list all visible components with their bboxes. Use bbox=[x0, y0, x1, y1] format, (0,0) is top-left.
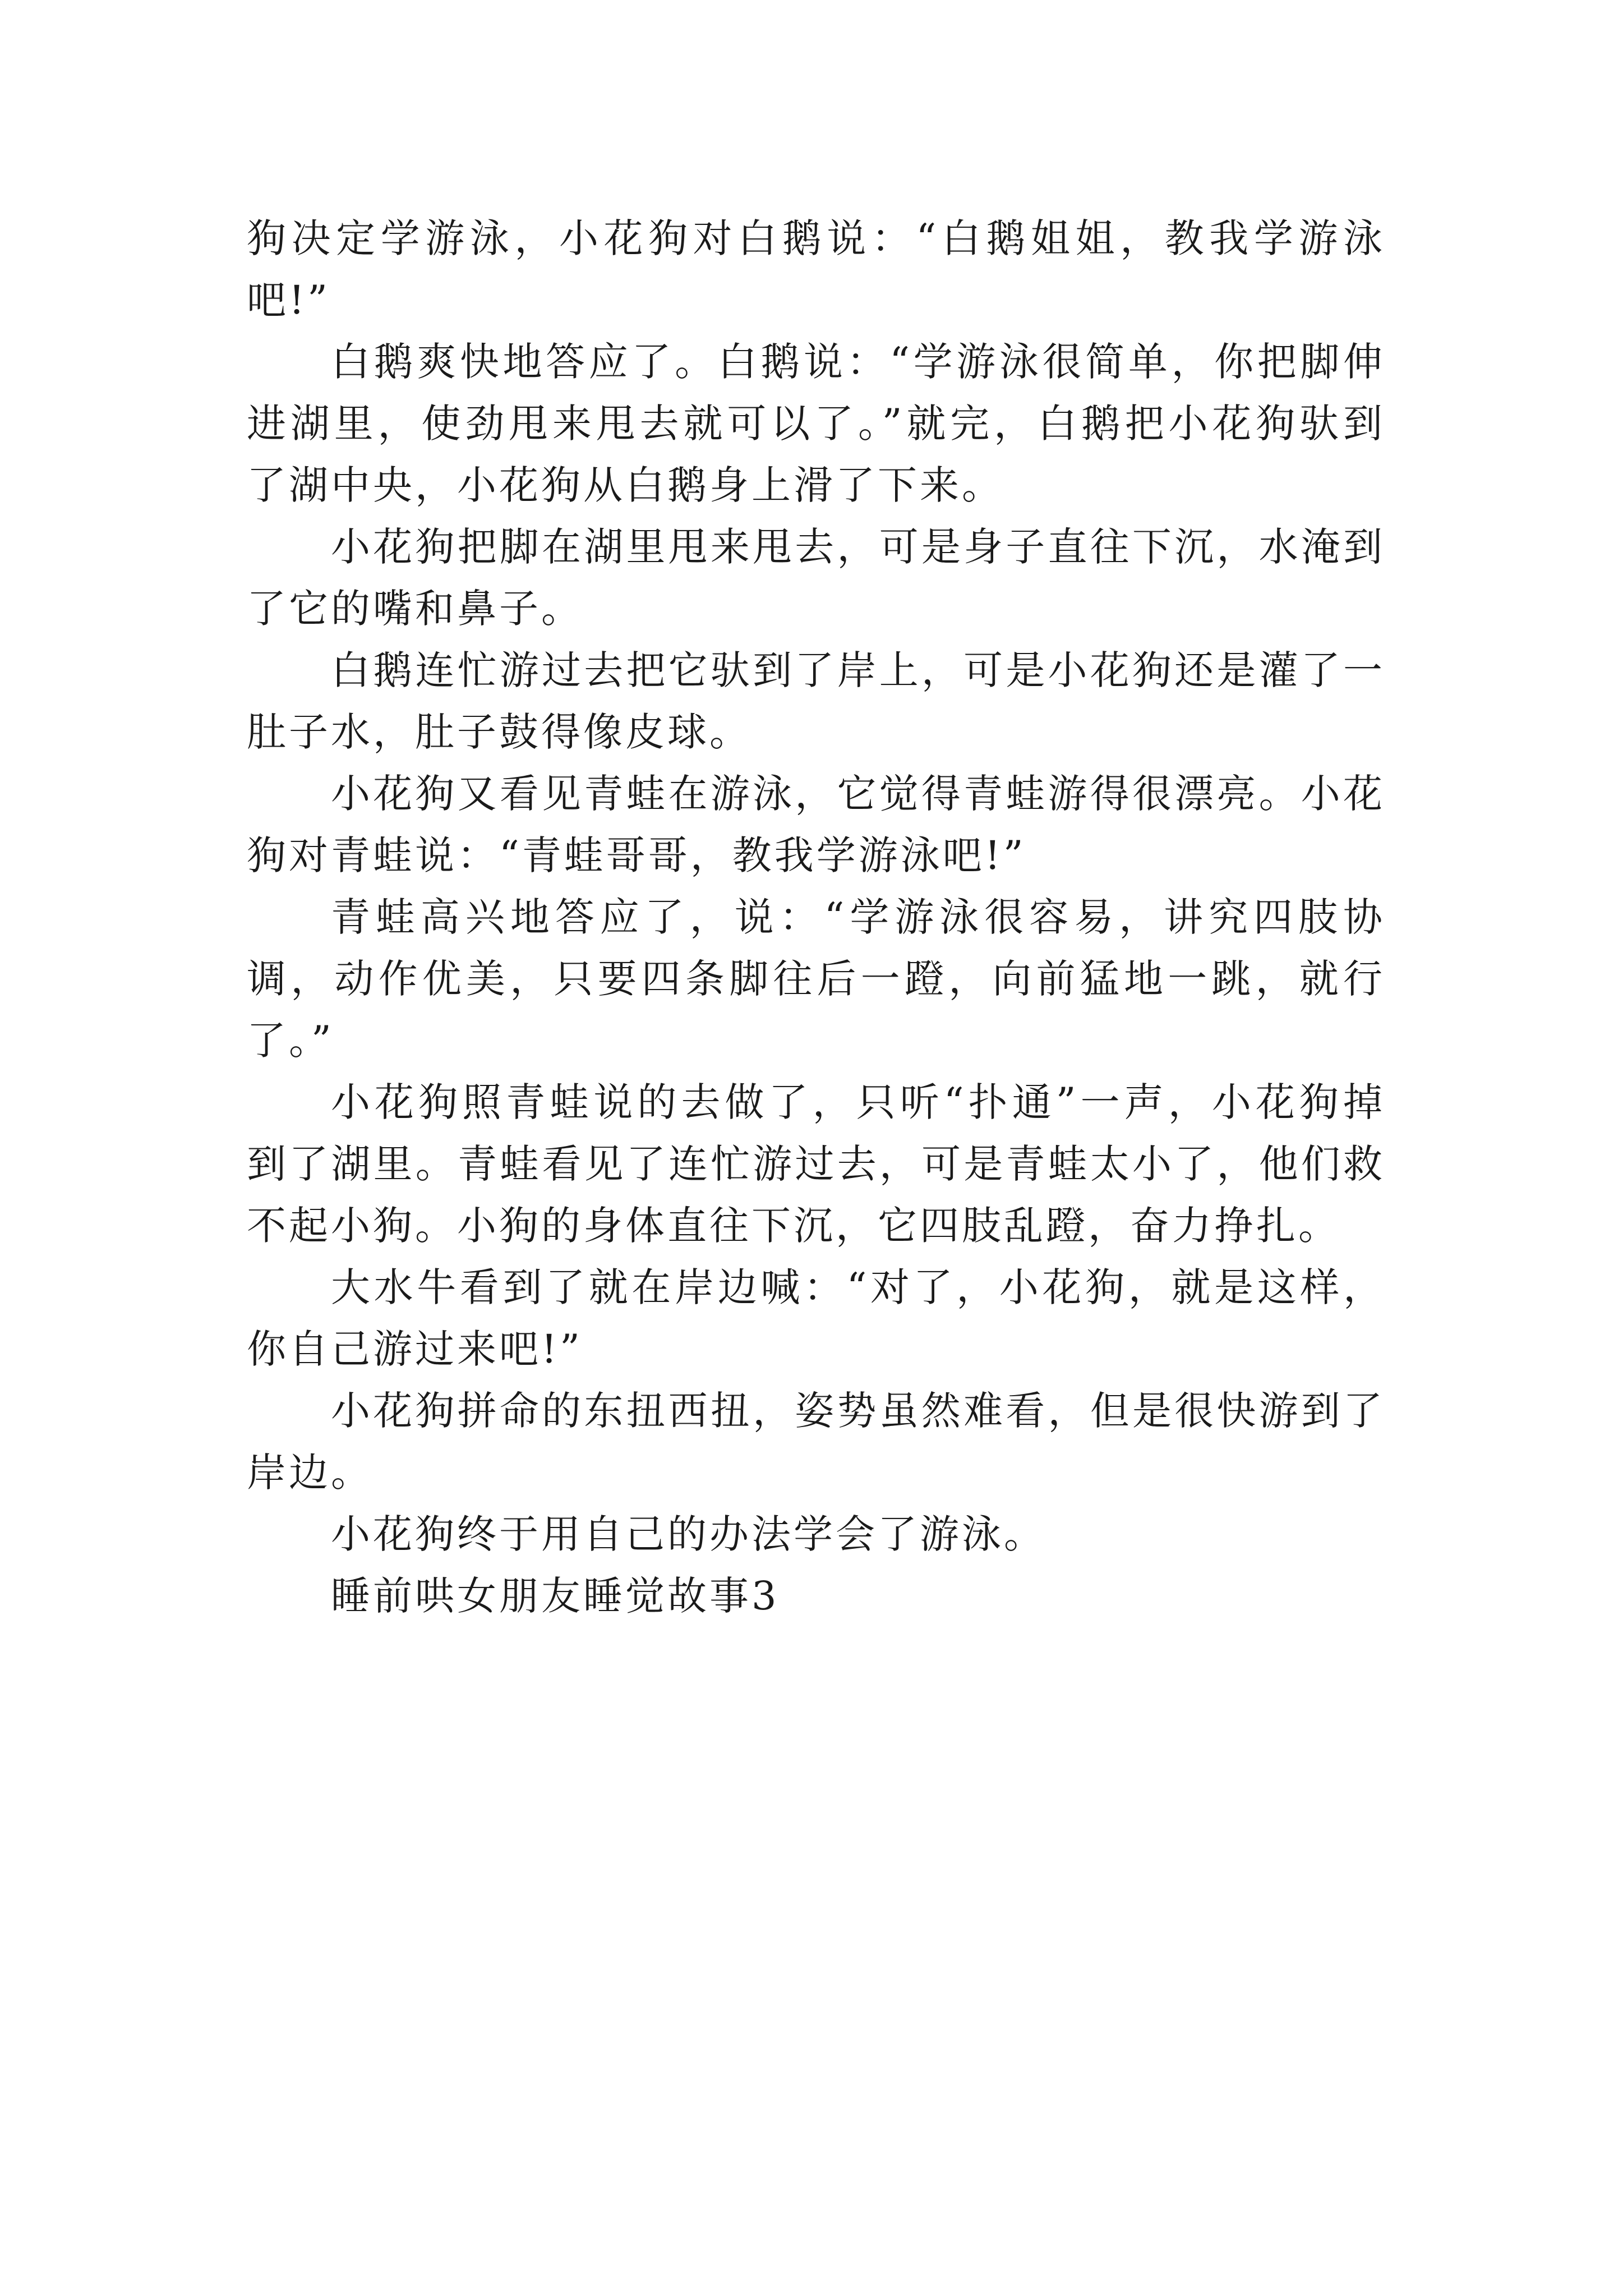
paragraph-6: 青蛙高兴地答应了，说：“学游泳很容易，讲究四肢协调，动作优美，只要四条脚往后一蹬，向前猛地一跳，就行了。” bbox=[247, 894, 1385, 1064]
paragraph-4: 白鹅连忙游过去把它驮到了岸上，可是小花狗还是灌了一肚子水，肚子鼓得像皮球。 bbox=[247, 647, 1385, 755]
paragraph-10: 小花狗终于用自己的办法学会了游泳。 bbox=[331, 1511, 1046, 1557]
paragraph-7: 小花狗照青蛙说的去做了，只听“扑通”一声，小花狗掉到了湖里。青蛙看见了连忙游过去，可是青蛙太小了，他们救不起小狗。小狗的身体直往下沉，它四肢乱蹬，奋力挣扎。 bbox=[247, 1079, 1385, 1249]
section-title: 睡前哄女朋友睡觉故事3 bbox=[331, 1573, 780, 1619]
paragraph-1: 狗决定学游泳，小花狗对白鹅说：“白鹅姐姐，教我学游泳吧!” bbox=[247, 215, 1385, 323]
paragraph-2: 白鹅爽快地答应了。白鹅说：“学游泳很简单，你把脚伸进湖里，使劲甩来甩去就可以了。”就完，白鹅把小花狗驮到了湖中央，小花狗从白鹅身上滑了下来。 bbox=[247, 339, 1385, 508]
paragraph-3: 小花狗把脚在湖里甩来甩去，可是身子直往下沉，水淹到了它的嘴和鼻子。 bbox=[247, 524, 1385, 632]
paragraph-9: 小花狗拼命的东扭西扭，姿势虽然难看，但是很快游到了岸边。 bbox=[247, 1388, 1385, 1496]
paragraph-5: 小花狗又看见青蛙在游泳，它觉得青蛙游得很漂亮。小花狗对青蛙说：“青蛙哥哥，教我学游泳吧!” bbox=[247, 771, 1385, 878]
document-body bbox=[247, 208, 1385, 1627]
paragraph-8: 大水牛看到了就在岸边喊：“对了，小花狗，就是这样，你自己游过来吧!” bbox=[247, 1264, 1385, 1372]
